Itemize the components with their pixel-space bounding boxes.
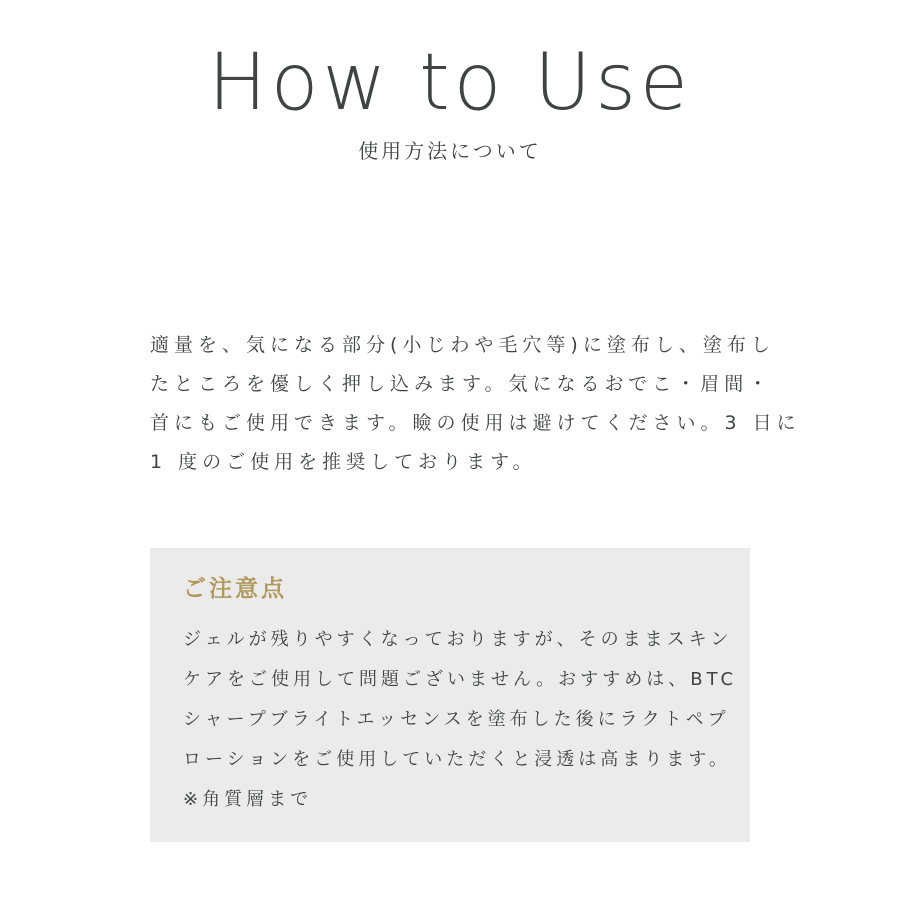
usage-description bbox=[150, 326, 801, 482]
page-subtitle: 使用方法について bbox=[358, 139, 542, 163]
notice-line: ローションをご使用していただくと浸透は高まります。 bbox=[183, 749, 731, 770]
notice-line: ケアをご使用して問題ございません。おすすめは、BTC bbox=[183, 669, 738, 690]
notice-line: ジェルが残りやすくなっておりますが、そのままスキン bbox=[183, 629, 733, 650]
usage-description-line: 適量を、気になる部分(小じわや毛穴等)に塗布し、塗布し bbox=[150, 334, 775, 356]
page-title: How to Use bbox=[208, 38, 692, 128]
notice-box bbox=[150, 548, 750, 842]
notice-footnote: ※角質層まで bbox=[183, 789, 313, 810]
usage-description-line: 首にもご使用できます。瞼の使用は避けてください。3 日に bbox=[150, 412, 801, 434]
notice-line: シャープブライトエッセンスを塗布した後にラクトペプ bbox=[183, 709, 730, 730]
usage-description-line: たところを優しく押し込みます。気になるおでこ・眉間・ bbox=[150, 373, 773, 395]
notice-body bbox=[183, 620, 738, 820]
usage-description-line: 1 度のご使用を推奨しております。 bbox=[150, 451, 537, 473]
notice-title: ご注意点 bbox=[183, 576, 287, 602]
